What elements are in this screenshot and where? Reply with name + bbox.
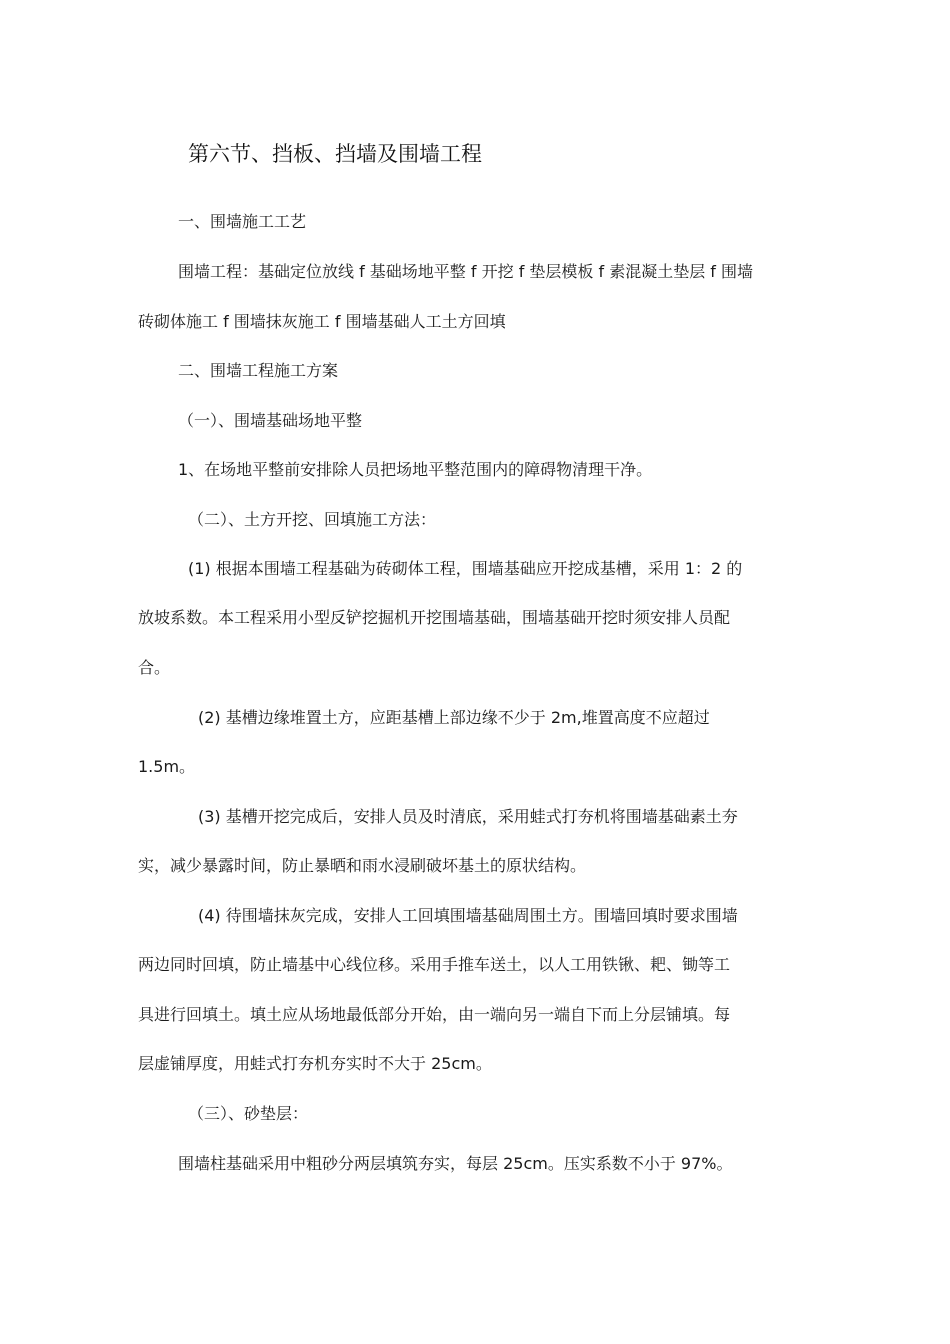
paragraph-4-line-3: 具进行回填土。填土应从场地最低部分开始，由一端向另一端自下而上分层铺填。每 <box>138 1005 731 1024</box>
paragraph-4-line-1: (4) 待围墙抹灰完成，安排人工回填围墙基础周围土方。围墙回填时要求围墙 <box>198 906 738 925</box>
paragraph-3-line-2: 实，减少暴露时间，防止暴晒和雨水浸刷破坏基土的原状结构。 <box>138 856 587 875</box>
paragraph-2-line-2: 1.5m。 <box>138 757 196 776</box>
section-heading-2: 二、围墙工程施工方案 <box>178 361 339 380</box>
process-line-2: 砖砌体施工 f 围墙抹灰施工 f 围墙基础人工土方回填 <box>138 312 506 331</box>
paragraph-1-line-1: (1) 根据本围墙工程基础为砖砌体工程，围墙基础应开挖成基槽，采用 1：2 的 <box>188 559 743 578</box>
page-title: 第六节、挡板、挡墙及围墙工程 <box>188 142 482 166</box>
paragraph-2-line-1: (2) 基槽边缘堆置土方，应距基槽上部边缘不少于 2m,堆置高度不应超过 <box>198 708 710 727</box>
sand-cushion-paragraph: 围墙柱基础采用中粗砂分两层填筑夯实，每层 25cm。压实系数不小于 97%。 <box>178 1154 733 1173</box>
paragraph-1-line-3: 合。 <box>138 658 171 677</box>
paragraph-4-line-2: 两边同时回填，防止墙基中心线位移。采用手推车送土，以人工用铁锹、耙、锄等工 <box>138 955 731 974</box>
paragraph-1-line-2: 放坡系数。本工程采用小型反铲挖掘机开挖围墙基础，围墙基础开挖时须安排人员配 <box>138 608 731 627</box>
paragraph-3-line-1: (3) 基槽开挖完成后，安排人员及时清底，采用蛙式打夯机将围墙基础素土夯 <box>198 807 738 826</box>
process-line-1: 围墙工程：基础定位放线 f 基础场地平整 f 开挖 f 垫层模板 f 素混凝土垫层 f 围墙 <box>178 262 754 281</box>
paragraph-4-line-4: 层虚铺厚度，用蛙式打夯机夯实时不大于 25cm。 <box>138 1054 492 1073</box>
list-item-1: 1、在场地平整前安排除人员把场地平整范围内的障碍物清理干净。 <box>178 460 653 479</box>
subsection-heading-1: （一）、围墙基础场地平整 <box>178 411 363 430</box>
section-heading-1: 一、围墙施工工艺 <box>178 212 307 231</box>
subsection-heading-3: （三）、砂垫层： <box>188 1104 309 1123</box>
subsection-heading-2: （二）、土方开挖、回填施工方法： <box>188 510 437 529</box>
